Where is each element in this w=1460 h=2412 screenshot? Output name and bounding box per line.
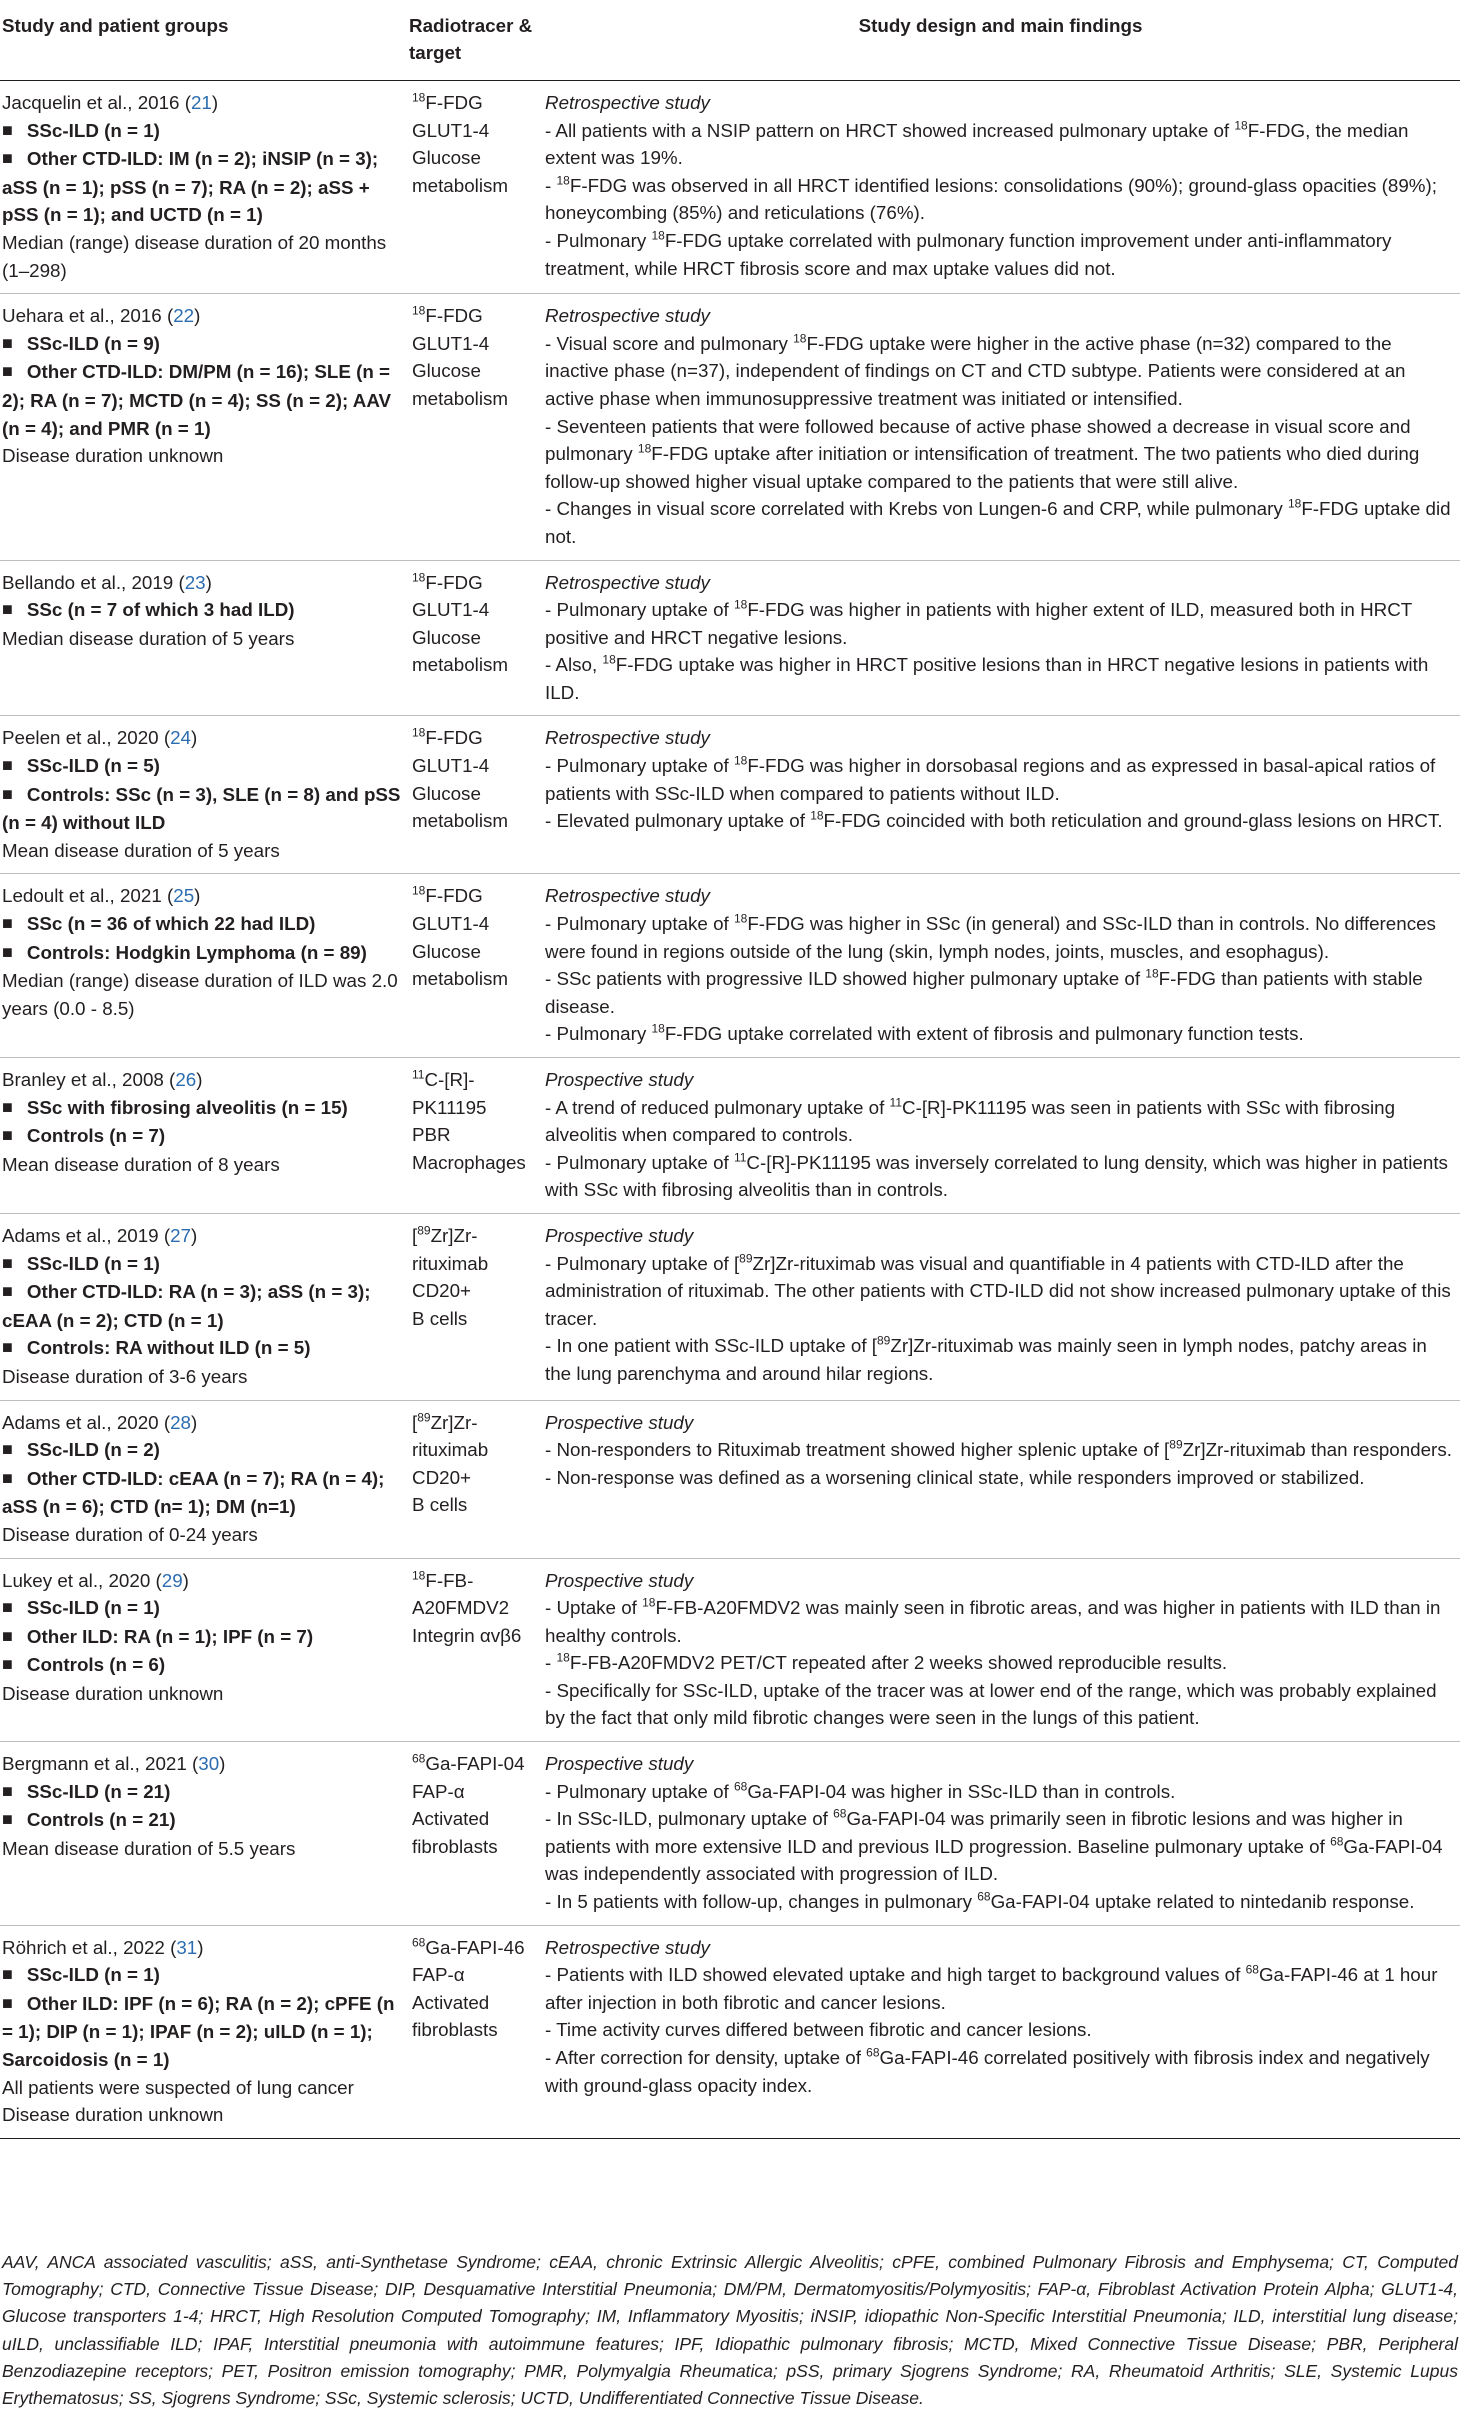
radiotracer-line: B cells [412,1307,468,1329]
finding: - Seventeen patients that were followed because of active phase showed a decrease in visual score and pulmonary $^{18}$F-FDG uptake after initiation or intensification of treatment. The two patients who died during follow-up showed higher visual uptake compared to the patients that were still alive. [545,415,1420,492]
findings-cell [541,560,1460,716]
reference-link[interactable]: 29 [161,1569,183,1591]
disease-duration: Disease duration unknown [2,445,224,467]
finding: - Pulmonary uptake of $^{18}$F-FDG was higher in patients with higher extent of ILD, measured both in HRCT positive and HRCT negative lesions. [545,597,1412,648]
finding: - All patients with a NSIP pattern on HRCT showed increased pulmonary uptake of $^{18}$F-FDG, the median extent was 19%. [545,118,1409,169]
patient-group: ■ SSc with fibrosing alveolitis (n = 15) [2,1094,405,1123]
radiotracer-line: Macrophages [412,1151,526,1173]
abbreviations-footnote: AAV, ANCA associated vasculitis; aSS, anti-Synthetase Syndrome; cEAA, chronic Extrinsic Allergic Alveolitis; cPFE, combined Pulmonary Fibrosis and Emphysema; CT, Computed Tomography; CTD, Connective Tissue Disease; DIP, Desquamative Interstitial Pneumonia; DM/PM, Dermatomyositis/Polymyositis; FAP-α, Fibroblast Activation Protein Alpha; GLUT1-4, Glucose transporters 1-4; HRCT, High Resolution Computed Tomography; IM, Inflammatory Myositis; iNSIP, idiopathic Non-Specific Interstitial Pneumonia; ILD, interstitial lung disease; uILD, unclassifiable ILD; IPAF, Interstitial pneumonia with autoimmune features; IPF, Idiopathic pulmonary fibrosis; MCTD, Mixed Connective Tissue Disease; PBR, Peripheral Benzodiazepine receptors; PET, Positron emission tomography; PMR, Polymyalgia Rheumatica; pSS, primary Sjogrens Syndrome; RA, Rheumatoid Arthritis; SLE, Systemic Lupus Erythematosus; SS, Sjogrens Syndrome; SSc, Systemic sclerosis; UCTD, Undifferentiated Connective Tissue Disease. [2,2252,1458,2409]
finding: - Pulmonary $^{18}$F-FDG uptake correlated with pulmonary function improvement under anti-inflammatory treatment, while HRCT fibrosis score and max uptake values did not. [545,228,1392,279]
study-citation: Lukey et al., 2020 (29) [2,1569,189,1591]
study-cell [0,560,407,716]
radiotracer-line: B cells [412,1494,468,1516]
table-header-row [0,12,1460,81]
study-design: Prospective study [545,1224,694,1246]
radiotracer-cell [407,81,541,294]
reference-link[interactable]: 27 [170,1224,191,1246]
reference-link[interactable]: 28 [170,1411,191,1433]
reference-link[interactable]: 26 [175,1069,197,1090]
disease-duration: Mean disease duration of 8 years [2,1153,280,1175]
patient-group: ■ Other CTD-ILD: DM/PM (n = 16); SLE (n = 2); RA (n = 7); MCTD (n = 4); SS (n = 2); AAV (n = 4); and PMR (n = 1) [2,358,405,442]
patient-group: ■ SSc (n = 36 of which 22 had ILD) [2,910,405,939]
findings-cell [541,1213,1460,1400]
table-row [0,716,1460,874]
header-findings: Study design and main findings [858,15,1143,36]
patient-group: ■ Controls: SSc (n = 3), SLE (n = 8) and pSS (n = 4) without ILD [2,781,405,837]
radiotracer-line: FAP-α [412,1964,465,1986]
findings-cell [541,1742,1460,1926]
study-citation: Röhrich et al., 2022 (31) [2,1936,204,1958]
radiotracer-line: GLUT1-4 [412,755,490,777]
finding: - In SSc-ILD, pulmonary uptake of $^{68}$Ga-FAPI-04 was primarily seen in fibrotic lesions and was higher in patients with more extensive ILD and previous ILD progression. Baseline pulmonary uptake of $^{68}$Ga-FAPI-04 was independently associated with progression of ILD. [545,1806,1443,1885]
patient-group: ■ Controls (n = 7) [2,1122,405,1151]
reference-link[interactable]: 30 [198,1753,220,1775]
table-body [0,81,1460,2139]
patient-group: ■ SSc-ILD (n = 2) [2,1436,405,1465]
patient-group: ■ SSc-ILD (n = 1) [2,1961,405,1990]
radiotracer-line: GLUT1-4 [412,119,490,141]
study-design: Retrospective study [545,571,710,593]
table-row [0,294,1460,560]
study-cell [0,1558,407,1742]
header-radiotracer: Radiotracer & target [409,15,533,63]
patient-group: ■ Controls: Hodgkin Lymphoma (n = 89) [2,939,405,968]
study-citation: Peelen et al., 2020 (24) [2,727,198,749]
study-design: Retrospective study [545,885,710,907]
reference-link[interactable]: 22 [173,305,195,327]
study-cell [0,294,407,560]
patient-group: ■ SSc-ILD (n = 1) [2,117,405,146]
radiotracer-line: $^{18}$F-FDG [412,570,483,593]
study-citation: Adams et al., 2019 (27) [2,1224,198,1246]
study-cell [0,1400,407,1558]
study-design: Prospective study [545,1069,694,1090]
radiotracer-cell [407,560,541,716]
patient-group: ■ SSc-ILD (n = 1) [2,1250,405,1279]
table-row [0,1058,1460,1214]
radiotracer-line: $^{18}$F-FDG [412,726,483,749]
table-row [0,1213,1460,1400]
finding: - Specifically for SSc-ILD, uptake of the tracer was at lower end of the range, which was probably explained by the fact that only mild fibrotic changes were seen in the lungs of this patient. [545,1679,1437,1729]
radiotracer-line: Glucose metabolism [412,782,509,832]
disease-duration: All patients were suspected of lung cancer [2,2076,354,2098]
study-citation: Bergmann et al., 2021 (30) [2,1753,226,1775]
findings-cell [541,1925,1460,2138]
patient-group: ■ SSc-ILD (n = 21) [2,1778,405,1807]
disease-duration: Disease duration unknown [2,2104,224,2126]
radiotracer-line: Glucose metabolism [412,940,509,990]
study-cell [0,716,407,874]
finding: - Also, $^{18}$F-FDG uptake was higher in HRCT positive lesions than in HRCT negative lesions in patients with ILD. [545,653,1429,703]
radiotracer-line: $^{18}$F-FDG [412,90,483,113]
finding: - Visual score and pulmonary $^{18}$F-FDG uptake were higher in the active phase (n=32) compared to the inactive phase (n=37), independent of findings on CT and CTD subtype. Patients were considered at an active phase when immunosuppressive treatment was initiated or intensified. [545,331,1406,409]
study-cell [0,1213,407,1400]
studies-table [0,12,1460,2139]
findings-cell [541,81,1460,294]
radiotracer-line: PBR [412,1124,451,1146]
finding: - Non-response was defined as a worsening clinical state, while responders improved or stabilized. [545,1466,1365,1488]
patient-group: ■ Controls (n = 6) [2,1651,405,1680]
radiotracer-line: GLUT1-4 [412,599,490,621]
radiotracer-cell [407,1558,541,1742]
table-row [0,1742,1460,1926]
radiotracer-line: $^{68}$Ga-FAPI-46 [412,1935,525,1958]
finding: - Pulmonary $^{18}$F-FDG uptake correlated with extent of fibrosis and pulmonary function tests. [545,1022,1304,1045]
radiotracer-line: $^{11}$C-[R]-PK11195 [412,1067,487,1118]
study-cell [0,1058,407,1214]
study-design: Retrospective study [545,305,710,327]
findings-cell [541,1558,1460,1742]
reference-link[interactable]: 23 [184,571,206,593]
finding: - Changes in visual score correlated with Krebs von Lungen-6 and CRP, while pulmonary $^{18}$F-FDG uptake did not. [545,497,1451,547]
radiotracer-line: $^{18}$F-FDG [412,303,483,327]
radiotracer-line: Activated fibroblasts [412,1808,498,1857]
finding: - $^{18}$F-FDG was observed in all HRCT identified lesions: consolidations (90%); ground-glass opacities (89%); honeycombing (85%) and reticulations (76%). [545,173,1437,224]
radiotracer-cell [407,716,541,874]
disease-duration: Mean disease duration of 5 years [2,839,280,861]
reference-link[interactable]: 31 [176,1936,198,1958]
findings-cell [541,1400,1460,1558]
patient-group: ■ SSc-ILD (n = 1) [2,1594,405,1623]
study-design: Retrospective study [545,727,710,749]
radiotracer-cell [407,1925,541,2138]
disease-duration: Median disease duration of 5 years [2,627,295,649]
study-citation: Adams et al., 2020 (28) [2,1411,198,1433]
radiotracer-line: GLUT1-4 [412,913,490,935]
finding: - SSc patients with progressive ILD showed higher pulmonary uptake of $^{18}$F-FDG than patients with stable disease. [545,966,1423,1017]
study-design: Prospective study [545,1569,694,1591]
finding: - After correction for density, uptake of $^{68}$Ga-FAPI-46 correlated positively with fibrosis index and negatively with ground-glass opacity index. [545,2045,1430,2096]
findings-cell [541,294,1460,560]
header-study: Study and patient groups [2,15,229,36]
study-design: Prospective study [545,1411,694,1433]
radiotracer-line: [$^{89}$Zr]Zr-rituximab [412,1223,489,1274]
disease-duration: Disease duration of 3-6 years [2,1365,248,1387]
table-row [0,1558,1460,1742]
study-citation: Jacquelin et al., 2016 (21) [2,92,219,113]
radiotracer-line: $^{18}$F-FDG [412,884,483,907]
finding: - Pulmonary uptake of $^{68}$Ga-FAPI-04 was higher in SSc-ILD than in controls. [545,1779,1176,1802]
table-row [0,1925,1460,2138]
radiotracer-line: FAP-α [412,1780,465,1802]
finding: - Time activity curves differed between fibrotic and cancer lesions. [545,2019,1092,2041]
table-row [0,1400,1460,1558]
findings-cell [541,716,1460,874]
radiotracer-cell [407,1058,541,1214]
radiotracer-line: [$^{89}$Zr]Zr-rituximab [412,1410,489,1461]
study-cell [0,1742,407,1926]
table-row [0,560,1460,716]
patient-group: ■ Other CTD-ILD: IM (n = 2); iNSIP (n = 3); aSS (n = 1); pSS (n = 7); RA (n = 2); aSS + pSS (n = 1); and UCTD (n = 1) [2,145,405,229]
reference-link[interactable]: 25 [173,885,195,907]
patient-group: ■ SSc-ILD (n = 9) [2,330,405,359]
finding: - In one patient with SSc-ILD uptake of [$^{89}$Zr]Zr-rituximab was mainly seen in lymph nodes, patchy areas in the lung parenchyma and around hilar regions. [545,1334,1427,1384]
radiotracer-line: Glucose metabolism [412,147,509,196]
radiotracer-line: CD20+ [412,1280,471,1302]
patient-group: ■ SSc-ILD (n = 5) [2,752,405,781]
table-row [0,81,1460,294]
radiotracer-line: Activated fibroblasts [412,1991,498,2041]
disease-duration: Median (range) disease duration of ILD was 2.0 years (0.0 - 8.5) [2,970,398,1019]
finding: - Elevated pulmonary uptake of $^{18}$F-FDG coincided with both reticulation and ground-glass lesions on HRCT. [545,808,1443,832]
finding: - Pulmonary uptake of $^{11}$C-[R]-PK11195 was inversely correlated to lung density, which was higher in patients with SSc with fibrosing alveolitis than in controls. [545,1150,1448,1201]
study-citation: Bellando et al., 2019 (23) [2,571,212,593]
table-row [0,874,1460,1058]
radiotracer-line: CD20+ [412,1466,471,1488]
patient-group: ■ SSc (n = 7 of which 3 had ILD) [2,596,405,625]
study-citation: Branley et al., 2008 (26) [2,1069,203,1090]
patient-group: ■ Other ILD: IPF (n = 6); RA (n = 2); cPFE (n = 1); DIP (n = 1); IPAF (n = 2); uILD (n = 1); Sarcoidosis (n = 1) [2,1990,405,2074]
study-cell [0,874,407,1058]
patient-group: ■ Other ILD: RA (n = 1); IPF (n = 7) [2,1623,405,1652]
finding: - Pulmonary uptake of [$^{89}$Zr]Zr-rituximab was visual and quantifiable in 4 patients with CTD-ILD after the administration of rituximab. The other patients with CTD-ILD did not show increased pulmonary uptake of this tracer. [545,1251,1451,1329]
radiotracer-line: Integrin αvβ6 [412,1624,522,1646]
reference-link[interactable]: 24 [170,727,191,749]
finding: - $^{18}$F-FB-A20FMDV2 PET/CT repeated after 2 weeks showed reproducible results. [545,1651,1228,1674]
finding: - A trend of reduced pulmonary uptake of $^{11}$C-[R]-PK11195 was seen in patients with SSc with fibrosing alveolitis when compared to controls. [545,1095,1396,1146]
disease-duration: Median (range) disease duration of 20 months (1–298) [2,231,387,281]
study-design: Retrospective study [545,1936,710,1958]
radiotracer-cell [407,294,541,560]
disease-duration: Disease duration of 0-24 years [2,1523,258,1545]
radiotracer-cell [407,1213,541,1400]
patient-group: ■ Other CTD-ILD: RA (n = 3); aSS (n = 3); cEAA (n = 2); CTD (n = 1) [2,1278,405,1334]
findings-cell [541,1058,1460,1214]
patient-group: ■ Controls (n = 21) [2,1806,405,1835]
radiotracer-line: $^{68}$Ga-FAPI-04 [412,1751,525,1775]
study-cell [0,81,407,294]
radiotracer-line: Glucose metabolism [412,626,509,676]
study-citation: Uehara et al., 2016 (22) [2,305,201,327]
finding: - In 5 patients with follow-up, changes in pulmonary $^{68}$Ga-FAPI-04 uptake related to nintedanib response. [545,1889,1415,1913]
findings-cell [541,874,1460,1058]
radiotracer-line: Glucose metabolism [412,360,509,409]
disease-duration: Mean disease duration of 5.5 years [2,1837,296,1859]
radiotracer-cell [407,1742,541,1926]
disease-duration: Disease duration unknown [2,1682,224,1704]
study-design: Prospective study [545,1753,694,1775]
study-cell [0,1925,407,2138]
finding: - Pulmonary uptake of $^{18}$F-FDG was higher in dorsobasal regions and as expressed in basal-apical ratios of patients with SSc-ILD when compared to patients without ILD. [545,753,1436,804]
reference-link[interactable]: 21 [190,92,212,113]
patient-group: ■ Other CTD-ILD: cEAA (n = 7); RA (n = 4); aSS (n = 6); CTD (n= 1); DM (n=1) [2,1465,405,1521]
finding: - Pulmonary uptake of $^{18}$F-FDG was higher in SSc (in general) and SSc-ILD than in controls. No differences were found in regions outside of the lung (skin, lymph nodes, joints, muscles, and esophagus). [545,911,1436,962]
patient-group: ■ Controls: RA without ILD (n = 5) [2,1334,405,1363]
radiotracer-cell [407,1400,541,1558]
study-design: Retrospective study [545,92,710,113]
finding: - Non-responders to Rituximab treatment showed higher splenic uptake of [$^{89}$Zr]Zr-rituximab than responders. [545,1437,1452,1461]
finding: - Uptake of $^{18}$F-FB-A20FMDV2 was mainly seen in fibrotic areas, and was higher in patients with ILD than in healthy controls. [545,1595,1441,1646]
radiotracer-cell [407,874,541,1058]
study-citation: Ledoult et al., 2021 (25) [2,885,201,907]
finding: - Patients with ILD showed elevated uptake and high target to background values of $^{68}$Ga-FAPI-46 at 1 hour after injection in both fibrotic and cancer lesions. [545,1962,1438,2013]
radiotracer-line: $^{18}$F-FB-A20FMDV2 [412,1568,510,1619]
radiotracer-line: GLUT1-4 [412,332,490,354]
